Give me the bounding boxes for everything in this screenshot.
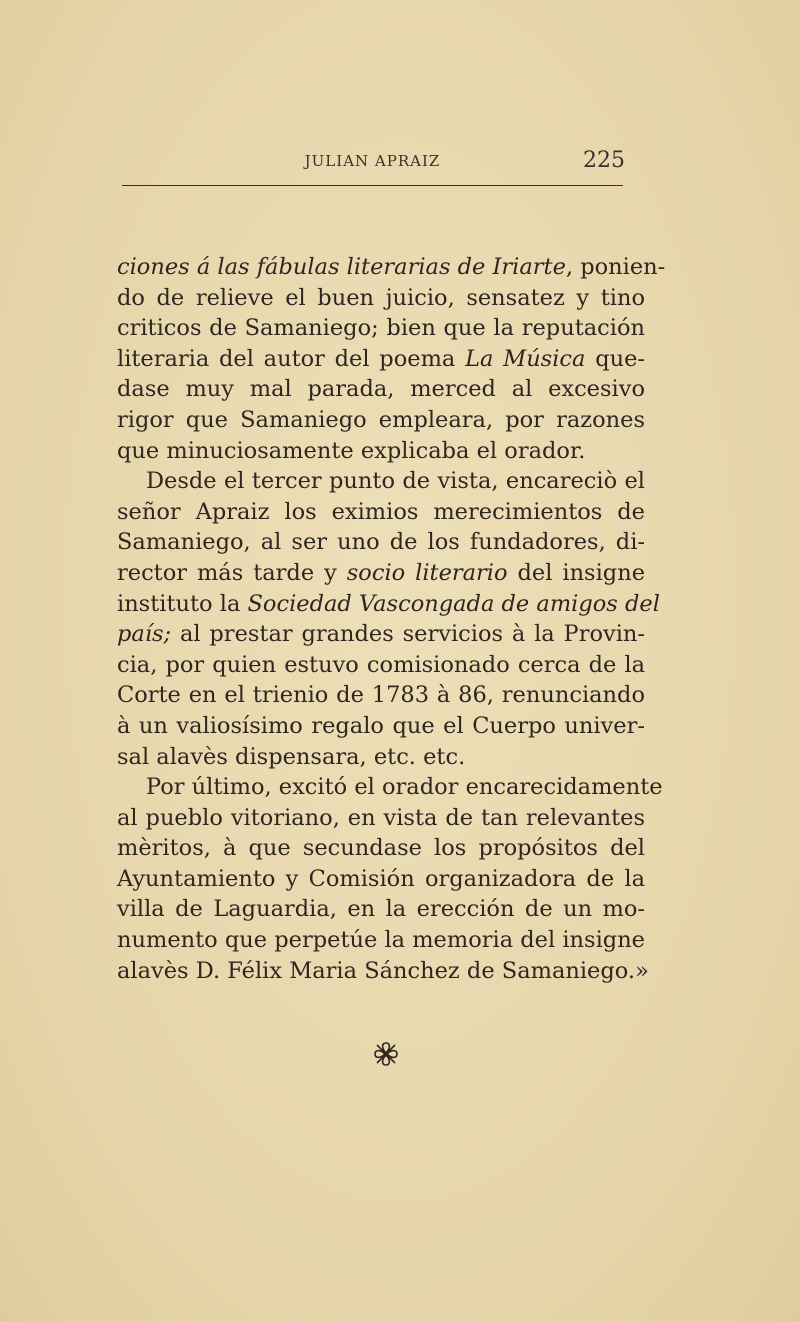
text-run: sal alavès dispensara, etc. etc. xyxy=(117,743,466,770)
italic-text: La Música xyxy=(465,345,586,372)
text-line xyxy=(117,680,645,711)
text-run: que minuciosamente explicaba el orador. xyxy=(117,437,586,464)
text-line xyxy=(117,925,645,956)
text-run: Ayuntamiento y Comisión organizadora de la xyxy=(117,865,645,892)
header-rule xyxy=(122,185,623,186)
text-line xyxy=(117,894,645,925)
text-line xyxy=(117,711,645,742)
text-line xyxy=(117,803,645,834)
running-head-title: JULIAN APRAIZ xyxy=(304,152,441,170)
text-run: do de relieve el buen juicio, sensatez y tino xyxy=(117,284,645,311)
text-line xyxy=(117,436,645,467)
text-line xyxy=(117,374,645,405)
italic-text: ciones á las fábulas literarias de Iriarte xyxy=(117,254,566,280)
text-line xyxy=(117,650,645,681)
text-line xyxy=(117,772,663,803)
text-line xyxy=(117,405,645,436)
text-run: , ponien- xyxy=(565,254,666,280)
text-line xyxy=(117,589,660,620)
text-line xyxy=(117,344,645,375)
text-run: instituto la xyxy=(117,590,248,617)
text-run: criticos de Samaniego; bien que la reputación xyxy=(117,315,645,342)
text-run: que- xyxy=(585,345,646,372)
text-run: del insigne xyxy=(507,559,646,586)
text-line xyxy=(117,742,645,773)
text-line xyxy=(117,956,649,987)
text-line xyxy=(117,466,645,497)
italic-text: socio literario xyxy=(346,559,508,586)
text-run: mèritos, à que secundase los propósitos del xyxy=(117,835,645,862)
text-run: Samaniego, al ser uno de los fundadores, di- xyxy=(117,529,645,556)
italic-text: Sociedad Vascongada de amigos del xyxy=(247,590,660,617)
text-line xyxy=(117,252,666,283)
text-line xyxy=(117,864,645,895)
text-line xyxy=(117,313,645,344)
text-line xyxy=(117,497,645,528)
text-run: literaria del autor del poema xyxy=(117,345,466,372)
text-line xyxy=(117,283,645,314)
text-line xyxy=(117,619,645,650)
text-run: dase muy mal parada, merced al excesivo xyxy=(117,376,645,403)
text-run: villa de Laguardia, en la erección de un mo- xyxy=(117,896,645,923)
text-run: Corte en el trienio de 1783 à 86, renunciando xyxy=(117,682,645,709)
text-run: rector más tarde y xyxy=(117,559,347,586)
text-run: señor Apraiz los eximios merecimientos de xyxy=(117,498,645,525)
text-run: Por último, excitó el orador encarecidamente xyxy=(146,774,663,801)
body-text xyxy=(117,252,666,986)
text-run: rigor que Samaniego empleara, por razones xyxy=(117,406,645,433)
text-run: Desde el tercer punto de vista, encareciò el xyxy=(146,468,645,495)
text-run: numento que perpetúe la memoria del insigne xyxy=(117,927,645,954)
text-run: cia, por quien estuvo comisionado cerca de la xyxy=(117,651,645,678)
text-line xyxy=(117,527,645,558)
floral-fleuron-icon xyxy=(372,1040,400,1068)
running-head xyxy=(120,148,625,176)
italic-text: país; xyxy=(117,621,172,648)
text-line xyxy=(117,833,645,864)
text-run: al pueblo vitoriano, en vista de tan relevantes xyxy=(117,804,645,831)
text-run: al prestar grandes servicios à la Provin- xyxy=(171,621,645,648)
text-run: à un valiosísimo regalo que el Cuerpo univer- xyxy=(117,712,645,739)
text-line xyxy=(117,558,645,589)
text-run: alavès D. Félix Maria Sánchez de Samaniego.» xyxy=(117,957,649,984)
page-number: 225 xyxy=(583,148,625,173)
